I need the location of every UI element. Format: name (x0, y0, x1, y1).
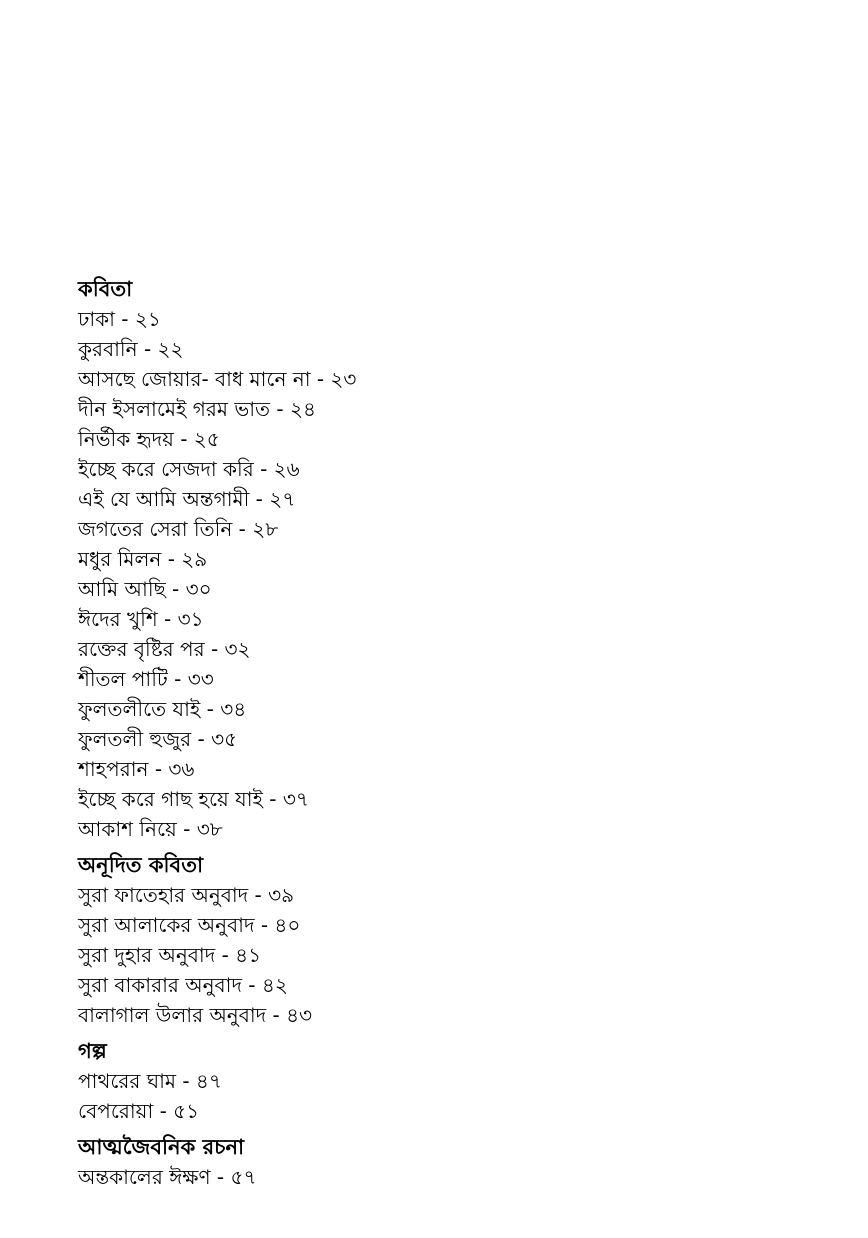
section-heading: কবিতা (78, 277, 133, 301)
toc-entry: মধুর মিলন - ২৯ (78, 547, 208, 571)
toc-entry: সুরা বাকারার অনুবাদ - ৪২ (78, 973, 288, 997)
section-heading: অনূদিত কবিতা (78, 853, 204, 877)
toc-entry: পাথরের ঘাম - ৪৭ (78, 1069, 222, 1093)
toc-entry: ঢাকা - ২১ (78, 307, 161, 331)
toc-entry: আমি আছি - ৩০ (78, 577, 212, 601)
toc-entry: আসছে জোয়ার- বাধ মানে না - ২৩ (78, 367, 357, 391)
toc-entry: আকাশ নিয়ে - ৩৮ (78, 817, 223, 841)
toc-entry: অন্তকালের ঈক্ষণ - ৫৭ (78, 1165, 257, 1189)
toc-entry: শাহপরান - ৩৬ (78, 757, 195, 781)
toc-entry: রক্তের বৃষ্টির পর - ৩২ (78, 637, 251, 661)
toc-entry: ইচ্ছে করে সেজদা করি - ২৬ (78, 457, 300, 481)
section-stories (78, 1036, 778, 1126)
toc-entry: ঈদের খুশি - ৩১ (78, 607, 204, 631)
toc-entry: সুরা দুহার অনুবাদ - ৪১ (78, 943, 262, 967)
section-heading: আত্মজৈবনিক রচনা (78, 1135, 245, 1159)
toc-entry: ফুলতলীতে যাই - ৩৪ (78, 697, 247, 721)
toc-entry: নির্ভীক হৃদয় - ২৫ (78, 427, 220, 451)
toc-entry: ফুলতলী হুজুর - ৩৫ (78, 727, 238, 751)
toc-entry: জগতের সেরা তিনি - ২৮ (78, 517, 279, 541)
toc-entry: ইচ্ছে করে গাছ হয়ে যাই - ৩৭ (78, 787, 309, 811)
section-autobiographical (78, 1132, 778, 1192)
section-heading: গল্প (78, 1039, 107, 1063)
toc-entry: শীতল পাটি - ৩৩ (78, 667, 214, 691)
section-translated-poems (78, 850, 778, 1030)
section-poems (78, 274, 778, 844)
toc-entry: এই যে আমি অন্তগামী - ২৭ (78, 487, 296, 511)
toc-entry: কুরবানি - ২২ (78, 337, 184, 361)
toc-entry: সুরা আলাকের অনুবাদ - ৪০ (78, 913, 301, 937)
toc-entry: সুরা ফাতেহার অনুবাদ - ৩৯ (78, 883, 295, 907)
toc-entry: বেপরোয়া - ৫১ (78, 1099, 200, 1123)
table-of-contents (78, 274, 778, 1192)
toc-entry: বালাগাল উলার অনুবাদ - ৪৩ (78, 1003, 313, 1027)
toc-entry: দীন ইসলামেই গরম ভাত - ২৪ (78, 397, 316, 421)
